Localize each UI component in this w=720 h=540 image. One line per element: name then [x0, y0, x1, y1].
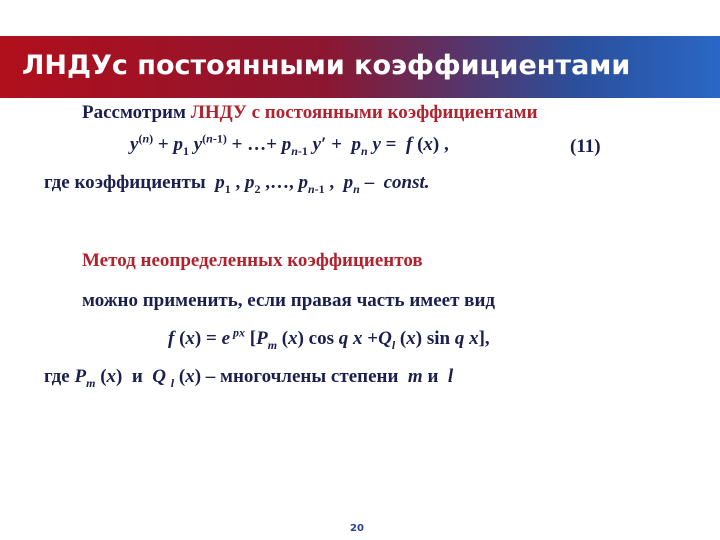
poly-prefix: где [44, 366, 70, 387]
method-title: Метод неопределенных коэффициентов [82, 250, 423, 271]
and-word-1: и [131, 366, 143, 387]
intro-line [82, 102, 538, 124]
coeff-suffix: const. [383, 172, 430, 193]
slide-title: ЛНДУс постоянными коэффициентами [22, 50, 631, 81]
equation-number: (11) [570, 136, 601, 157]
poly-middle: многочлены степени [220, 366, 399, 387]
intro-prefix: Рассмотрим [82, 102, 186, 123]
page-number: 20 [350, 523, 364, 534]
coeff-prefix: где коэффициенты [44, 172, 206, 193]
main-equation: $y^{(n)} + p_1$ $y^{(n-1)}$ + …+ $p_{n-1}$ $y' + p_n$ y = f (x) , [130, 131, 449, 158]
poly-line: где $P_m$ (x) и Q $_l$ (x) – многочлены степени m и l [44, 366, 454, 390]
coeff-line: где коэффициенты $p_1$ , $p_2$ ,…, $p_{n-1}$ , $p_n$ – const. [44, 172, 430, 196]
and-word-2: и [427, 366, 439, 387]
intro-highlight: ЛНДУ с постоянными коэффициентами [190, 102, 538, 123]
rhs-formula: f (x) = e $^{px}$ [$P_m$ (x) cos q $x +Q_l$ (x) sin q x], [168, 325, 490, 352]
method-condition: можно применить, если правая часть имеет вид [82, 290, 495, 311]
